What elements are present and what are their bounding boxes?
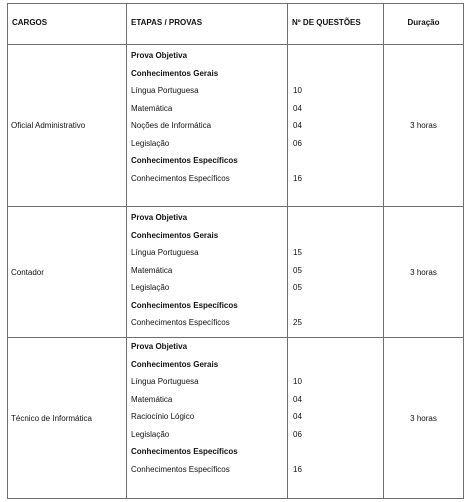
provas-cell (127, 207, 288, 338)
table-row (8, 338, 464, 499)
header-etapas: ETAPAS / PROVAS (127, 4, 288, 45)
cargo-cell: Técnico de Informática (8, 338, 127, 499)
questoes-value: 16 (293, 464, 302, 474)
conhecimentos-especificos-label: Conhecimentos Específicos (131, 447, 238, 456)
questoes-value: 04 (293, 394, 302, 404)
questoes-value: 16 (293, 173, 302, 183)
disciplina: Conhecimentos Específicos (131, 464, 230, 474)
exam-table (7, 3, 464, 499)
questoes-value: 06 (293, 429, 302, 439)
questoes-value: 15 (293, 248, 302, 257)
table-row (8, 207, 464, 338)
questoes-value: 04 (293, 103, 302, 113)
conhecimentos-especificos-label: Conhecimentos Específicos (131, 156, 238, 165)
provas-cell (127, 45, 288, 207)
duracao-cell: 3 horas (384, 338, 464, 499)
table-row (8, 45, 464, 207)
disciplina: Matemática (131, 394, 173, 404)
disciplina: Raciocínio Lógico (131, 412, 195, 421)
disciplina: Conhecimentos Específicos (131, 318, 230, 327)
questoes-value: 10 (293, 86, 302, 95)
header-row (8, 4, 464, 45)
disciplina: Legislação (131, 138, 170, 148)
disciplina: Matemática (131, 265, 173, 275)
questoes-value: 05 (293, 283, 302, 292)
conhecimentos-especificos-label: Conhecimentos Específicos (131, 300, 238, 310)
questoes-cell (288, 338, 384, 499)
questoes-value: 04 (293, 412, 302, 421)
prova-objetiva-label: Prova Objetiva (131, 51, 188, 60)
questoes-cell (288, 45, 384, 207)
questoes-value: 10 (293, 377, 302, 386)
disciplina: Língua Portuguesa (131, 248, 199, 257)
duracao-cell: 3 horas (384, 207, 464, 338)
conhecimentos-gerais-label: Conhecimentos Gerais (131, 359, 219, 369)
disciplina: Conhecimentos Específicos (131, 173, 230, 183)
prova-objetiva-label: Prova Objetiva (131, 213, 188, 222)
questoes-value: 05 (293, 265, 302, 275)
questoes-cell (288, 207, 384, 338)
disciplina: Noções de Informática (131, 121, 212, 130)
duracao-cell: 3 horas (384, 45, 464, 207)
questoes-value: 06 (293, 138, 302, 148)
conhecimentos-gerais-label: Conhecimentos Gerais (131, 68, 219, 78)
questoes-value: 25 (293, 318, 302, 327)
disciplina: Língua Portuguesa (131, 377, 199, 386)
conhecimentos-gerais-label: Conhecimentos Gerais (131, 230, 219, 240)
questoes-value: 04 (293, 121, 302, 130)
header-questoes: Nº DE QUESTÕES (288, 4, 384, 45)
cargo-cell: Contador (8, 207, 127, 338)
disciplina: Legislação (131, 429, 170, 439)
provas-cell (127, 338, 288, 499)
disciplina: Matemática (131, 103, 173, 113)
disciplina: Legislação (131, 283, 170, 292)
header-duracao: Duração (384, 4, 464, 45)
cargo-cell: Oficial Administrativo (8, 45, 127, 207)
prova-objetiva-label: Prova Objetiva (131, 342, 188, 351)
header-cargos: CARGOS (8, 4, 127, 45)
disciplina: Língua Portuguesa (131, 86, 199, 95)
